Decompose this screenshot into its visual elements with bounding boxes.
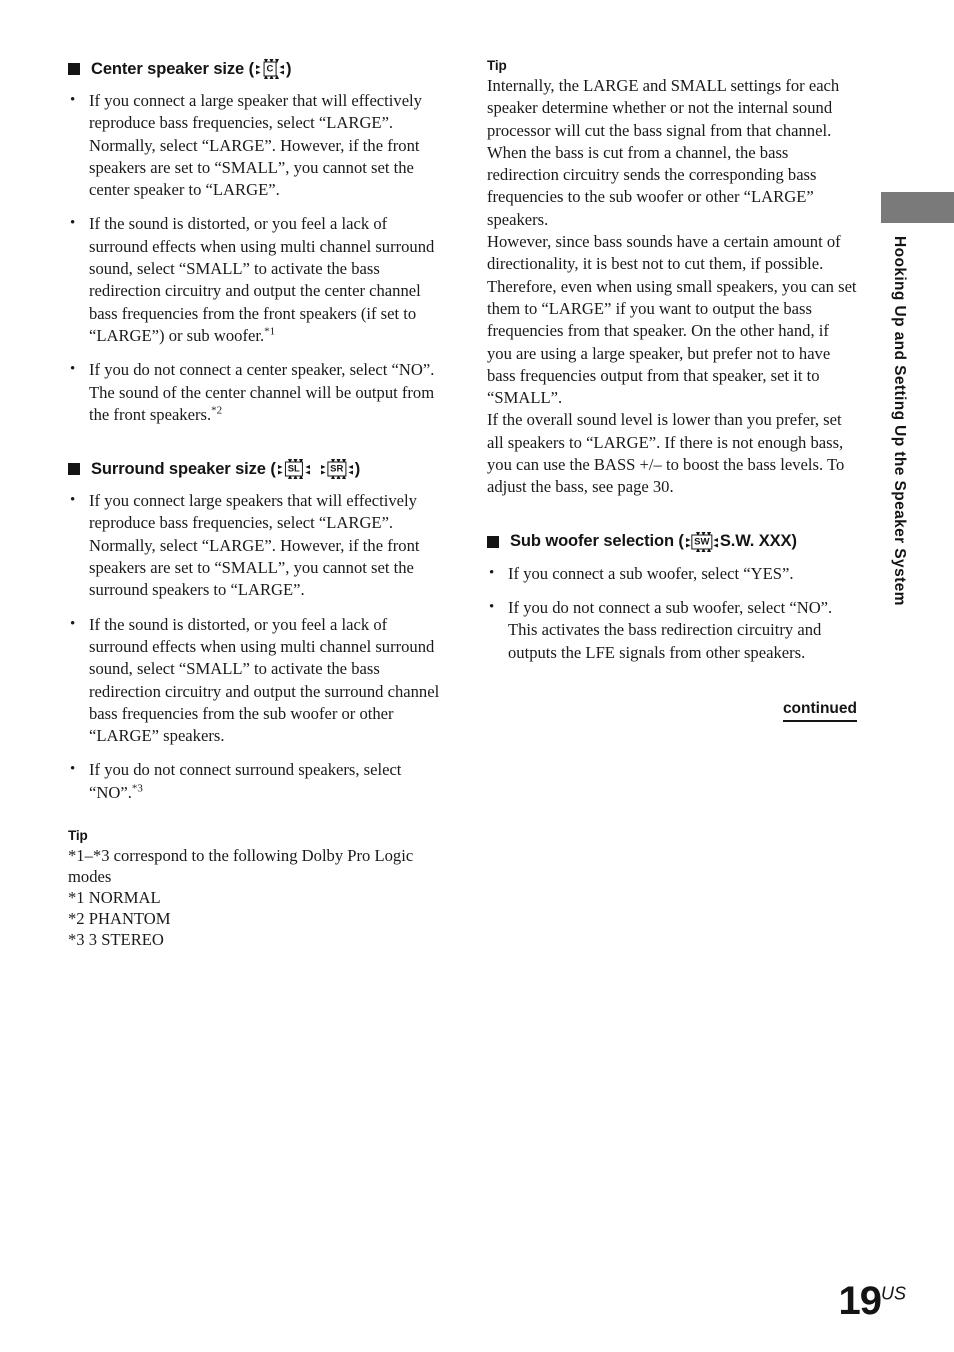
sub-woofer-bullet-list	[487, 563, 857, 664]
footnote-item: *3 3 STEREO	[68, 930, 164, 950]
bullet-text: If you connect a large speaker that will effectively reproduce bass frequencies, select “LARGE”. Normally, select “LARGE”. However, if the front speakers are set to “SMALL”, you cannot set the center speaker to “LARGE”.	[89, 91, 422, 200]
bullet-text: If you connect large speakers that will effectively reproduce bass frequencies, select “LARGE”. Normally, select “LARGE”. However, if the front speakers are set to “SMALL”, you cannot set the surround speakers to “LARGE”.	[89, 491, 420, 600]
left-column	[68, 58, 444, 950]
chapter-tab-marker	[881, 192, 954, 223]
tip-heading-left: Tip	[68, 828, 88, 844]
heading-sub-woofer-suffix: S.W. XXX)	[719, 532, 797, 551]
list-item	[68, 614, 444, 748]
page-number-value: 19	[838, 1279, 881, 1323]
right-column	[487, 58, 857, 722]
tip-paragraph: If the overall sound level is lower than you prefer, set all speakers to “LARGE”. If there is not enough bass, you can use the BASS +/– to boost the bass levels. To adjust the bass, see page 30.	[487, 410, 845, 497]
heading-center-speaker-prefix: Center speaker size (	[91, 59, 254, 78]
center-speaker-icon	[255, 58, 285, 80]
continued-label: continued	[783, 700, 857, 722]
surround-left-speaker-icon-label: SL	[285, 462, 303, 477]
bullet-square-icon	[68, 63, 80, 75]
surround-left-speaker-icon	[277, 458, 311, 480]
heading-surround-speaker-suffix: )	[354, 459, 361, 478]
list-item	[68, 759, 444, 804]
page-number	[838, 1279, 906, 1324]
list-item	[487, 563, 857, 585]
list-item	[487, 597, 857, 664]
heading-sub-woofer-selection	[487, 531, 857, 553]
list-item	[68, 359, 444, 426]
bullet-text: If you do not connect a center speaker, select “NO”. The sound of the center channel will be output from the front speakers.	[89, 360, 435, 424]
heading-surround-speaker-size	[68, 458, 444, 480]
list-item	[68, 490, 444, 601]
bullet-square-icon	[487, 536, 499, 548]
section-gap	[487, 499, 857, 531]
tip-paragraph: However, since bass sounds have a certain amount of directionality, it is best not to cut them, if possible. Therefore, even when using small speakers, you can set them to “LARGE” if you want to output the bass frequencies from that speaker. On the other hand, if you are using a large speaker, but prefer not to have bass frequencies output from that speaker, set it to “SMALL”.	[487, 232, 857, 408]
footnote-item: *1 NORMAL	[68, 888, 161, 908]
continued-row	[487, 664, 857, 722]
sub-woofer-icon-label: SW	[691, 534, 712, 549]
footnote-item: *2 PHANTOM	[68, 909, 171, 929]
bullet-text: If you do not connect surround speakers, select “NO”.	[89, 760, 402, 802]
bullet-text: If you connect a sub woofer, select “YES”.	[508, 563, 794, 583]
list-item	[68, 90, 444, 201]
tip-heading-right: Tip	[487, 58, 507, 73]
surround-speaker-bullet-list	[68, 490, 444, 804]
heading-center-speaker-suffix: )	[285, 59, 292, 78]
footnote-marker: *3	[131, 782, 143, 795]
tip-paragraph: Internally, the LARGE and SMALL settings for each speaker determine whether or not the internal sound processor will cut the bass signal from that channel. When the bass is cut from a channel, the bass redirection circuitry sends the corresponding bass frequencies to the sub woofer or other “LARGE” speakers.	[487, 76, 840, 229]
bullet-text: If the sound is distorted, or you feel a lack of surround effects when using multi channel surround sound, select “SMALL” to activate the bass redirection circuitry and output the surround channel bass frequencies from the sub woofer or other “LARGE” speakers.	[89, 614, 440, 746]
tip-intro-left: *1–*3 correspond to the following Dolby Pro Logic modes	[68, 846, 414, 887]
section-gap	[68, 426, 444, 458]
list-item	[68, 213, 444, 347]
heading-center-speaker-size	[68, 58, 444, 80]
footnote-marker: *1	[264, 325, 276, 338]
page-number-region: US	[880, 1283, 906, 1304]
surround-right-speaker-icon-label: SR	[327, 462, 346, 477]
tip-gap	[68, 804, 444, 828]
sub-woofer-icon	[685, 531, 719, 553]
chapter-title-vertical: Hooking Up and Setting Up the Speaker System	[891, 236, 908, 606]
bullet-text: If the sound is distorted, or you feel a lack of surround effects when using multi channel surround sound, select “SMALL” to activate the bass redirection circuitry and output the center channel bass frequencies from the front speakers (if set to “LARGE”) or sub woofer.	[89, 214, 435, 345]
center-speaker-bullet-list	[68, 90, 444, 426]
surround-right-speaker-icon	[320, 458, 354, 480]
heading-surround-speaker-prefix: Surround speaker size (	[91, 459, 276, 478]
center-speaker-icon-label: C	[264, 62, 277, 77]
bullet-text: If you do not connect a sub woofer, select “NO”. This activates the bass redirection circuitry and outputs the LFE signals from other speakers.	[508, 597, 833, 662]
footnote-marker: *2	[211, 404, 223, 417]
bullet-square-icon	[68, 463, 80, 475]
heading-sub-woofer-prefix: Sub woofer selection (	[510, 532, 684, 551]
